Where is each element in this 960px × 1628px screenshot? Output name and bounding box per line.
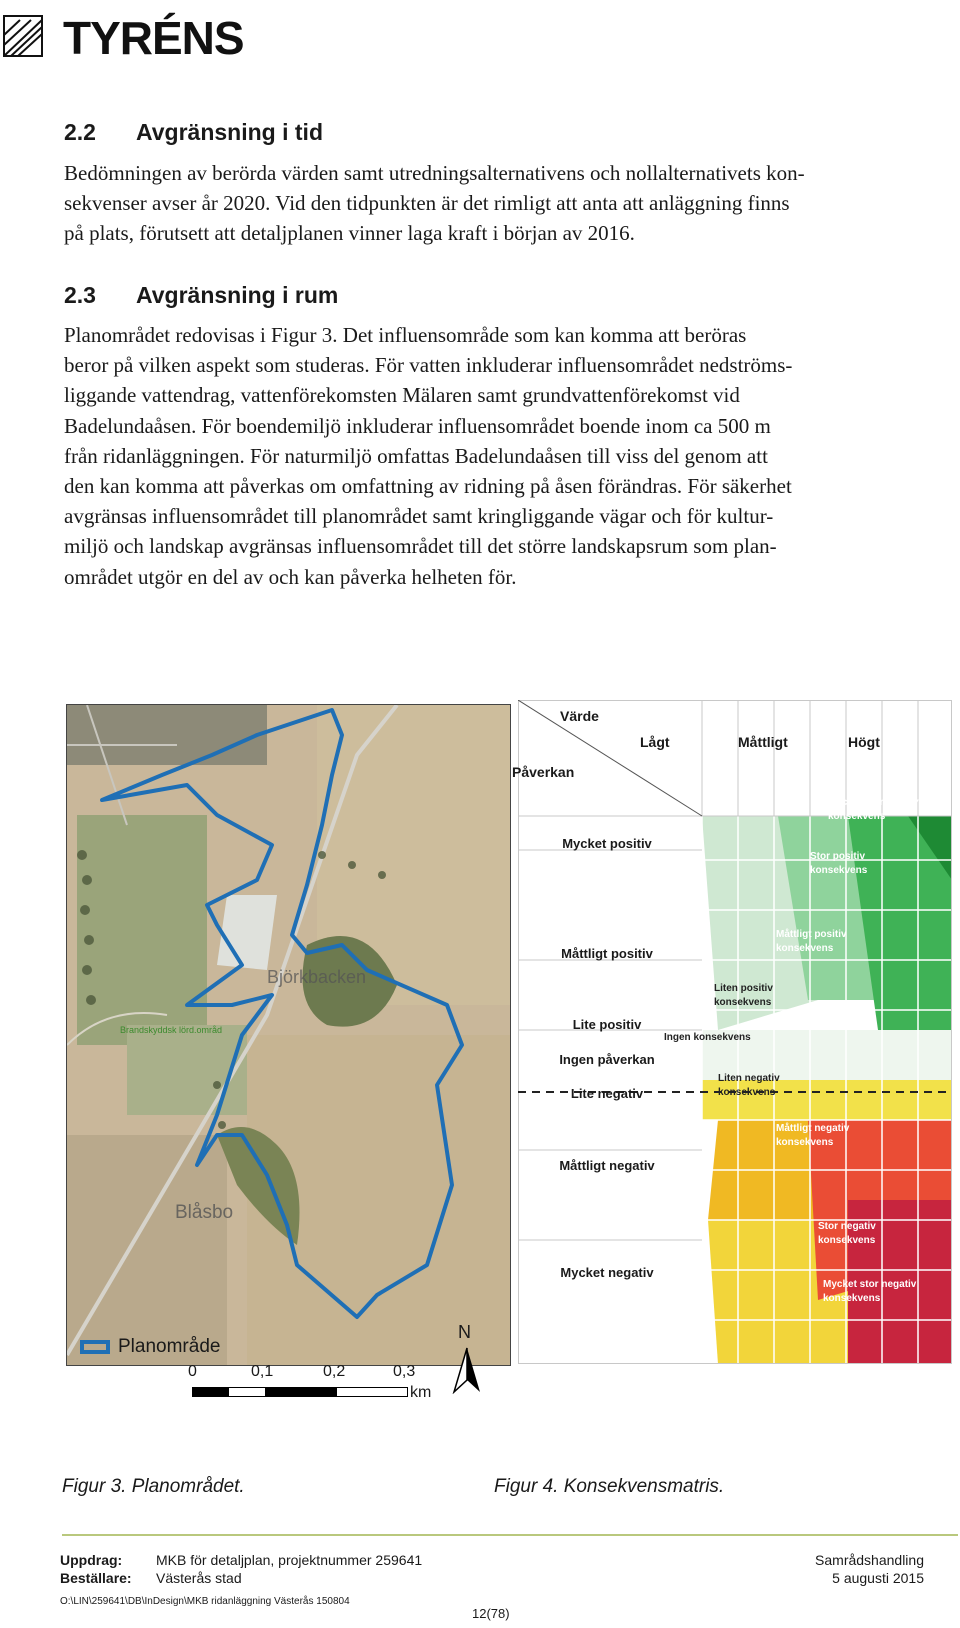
section-heading-2-2 bbox=[64, 118, 323, 146]
matrix-row-label: Måttligt positiv bbox=[561, 946, 653, 961]
matrix-row-label: Mycket positiv bbox=[562, 836, 652, 851]
footer-rule bbox=[62, 1534, 958, 1536]
zone-label: Mycket stor positiv konsekvens bbox=[828, 797, 919, 822]
logo-mark-icon bbox=[3, 15, 49, 61]
text-line: beror på vilken aspekt som studeras. För vatten inkluderar influensområdet nedströms- bbox=[64, 353, 793, 378]
section-number: 2.2 bbox=[64, 119, 96, 145]
scale-unit: km bbox=[410, 1384, 432, 1401]
zone-label: Ingen konsekvens bbox=[664, 1032, 751, 1043]
scale-tick-label: 0,3 bbox=[393, 1363, 416, 1380]
zone-label: Mycket stor negativ konsekvens bbox=[823, 1279, 917, 1304]
aerial-photo bbox=[67, 705, 510, 1365]
section-heading-2-3 bbox=[64, 281, 338, 309]
zone-label: Stor positiv konsekvens bbox=[810, 851, 868, 876]
scale-tick-label: 0,2 bbox=[323, 1363, 346, 1380]
document-date: 5 augusti 2015 bbox=[832, 1570, 924, 1586]
scale-tick-label: 0,1 bbox=[251, 1363, 274, 1380]
bestallare-value: Västerås stad bbox=[156, 1570, 242, 1586]
zone-label: Liten negativ konsekvens bbox=[718, 1073, 780, 1098]
text-line: på plats, förutsett att detaljplanen vinner laga kraft i början av 2016. bbox=[64, 221, 635, 246]
text-line: från ridanläggningen. För naturmiljö omfattas Badelundaåsen till viss del genom att bbox=[64, 443, 768, 468]
place-label-blasbo: Blåsbo bbox=[175, 1202, 234, 1223]
figure-3-caption: Figur 3. Planområdet. bbox=[62, 1476, 245, 1497]
legend-label: Planområde bbox=[118, 1336, 221, 1357]
matrix-row-label: Lite positiv bbox=[572, 1017, 642, 1032]
uppdrag-label: Uppdrag: bbox=[60, 1552, 123, 1568]
scale-bar bbox=[192, 1387, 408, 1397]
matrix-row-label: Måttligt negativ bbox=[559, 1158, 655, 1173]
zone-label: Liten positiv konsekvens bbox=[714, 983, 773, 1008]
text-line: Planområdet redovisas i Figur 3. Det influensområde som kan komma att beröras bbox=[64, 323, 747, 347]
matrix-column-label: Måttligt bbox=[738, 734, 788, 750]
document-status: Samrådshandling bbox=[815, 1552, 924, 1568]
matrix-column-label: Lågt bbox=[640, 734, 670, 750]
tyrens-logo bbox=[3, 12, 253, 64]
section-paragraph-2-2 bbox=[64, 158, 944, 249]
north-arrow-icon bbox=[452, 1346, 482, 1394]
brand-name: TYRÉNS bbox=[63, 12, 244, 64]
uppdrag-value: MKB för detaljplan, projektnummer 259641 bbox=[156, 1552, 423, 1568]
text-line: Bedömningen av berörda värden samt utredningsalternativens och nollalternativets kon- bbox=[64, 161, 805, 185]
zone-label: Måttligt negativ konsekvens bbox=[776, 1123, 850, 1148]
matrix-corner-bottom: Påverkan bbox=[512, 764, 575, 780]
zone-label: Stor negativ konsekvens bbox=[818, 1221, 876, 1246]
footer-left bbox=[60, 1551, 422, 1611]
page-number: 12(78) bbox=[472, 1606, 510, 1621]
section-title: Avgränsning i tid bbox=[136, 119, 323, 145]
text-line: avgränsas influensområdet till planområdet samt kringliggande vägar och för kultur- bbox=[64, 504, 774, 529]
north-label: N bbox=[458, 1322, 471, 1342]
zone-label: Måttligt positiv konsekvens bbox=[776, 929, 847, 954]
matrix-row-label: Lite negativ bbox=[570, 1086, 644, 1101]
figure-4-caption: Figur 4. Konsekvensmatris. bbox=[494, 1476, 725, 1497]
bestallare-label: Beställare: bbox=[60, 1570, 132, 1586]
konsekvens-matrix bbox=[512, 700, 952, 1364]
text-line: sekvenser avser år 2020. Vid den tidpunkten är det rimligt att anta att anläggning finns bbox=[64, 191, 790, 216]
matrix-column-label: Högt bbox=[848, 734, 880, 750]
file-path: O:\LIN\259641\DB\InDesign\MKB ridanläggning Västerås 150804 bbox=[60, 1596, 350, 1607]
matrix-row-label: Ingen påverkan bbox=[559, 1052, 655, 1067]
section-number: 2.3 bbox=[64, 282, 96, 308]
place-label-bjorkbacken: Björkbacken bbox=[267, 967, 367, 987]
scale-tick-label: 0 bbox=[188, 1363, 197, 1380]
text-line: området utgör en del av och kan påverka helheten för. bbox=[64, 564, 517, 589]
section-paragraph-2-3 bbox=[64, 320, 944, 592]
text-line: Badelundaåsen. För boendemiljö inkluderar influensområdet boende inom ca 500 m bbox=[64, 413, 771, 438]
planomrade-swatch bbox=[80, 1340, 110, 1354]
matrix-row-label: Mycket negativ bbox=[560, 1265, 654, 1280]
text-line: den kan komma att påverkas om omfattning av ridning på åsen förändras. För säkerhet bbox=[64, 474, 792, 499]
section-title: Avgränsning i rum bbox=[136, 282, 339, 308]
aerial-map bbox=[66, 704, 511, 1366]
text-line: liggande vattendrag, vattenförekomsten Mälaren samt grundvattenförekomst vid bbox=[64, 383, 740, 408]
matrix-corner-top: Värde bbox=[560, 708, 599, 724]
place-label-green: Brandskyddsk lörd.områd bbox=[120, 1025, 223, 1035]
footer-right bbox=[815, 1551, 924, 1587]
text-line: miljö och landskap avgränsas influensområdet till det större landskapsrum som plan- bbox=[64, 534, 777, 559]
